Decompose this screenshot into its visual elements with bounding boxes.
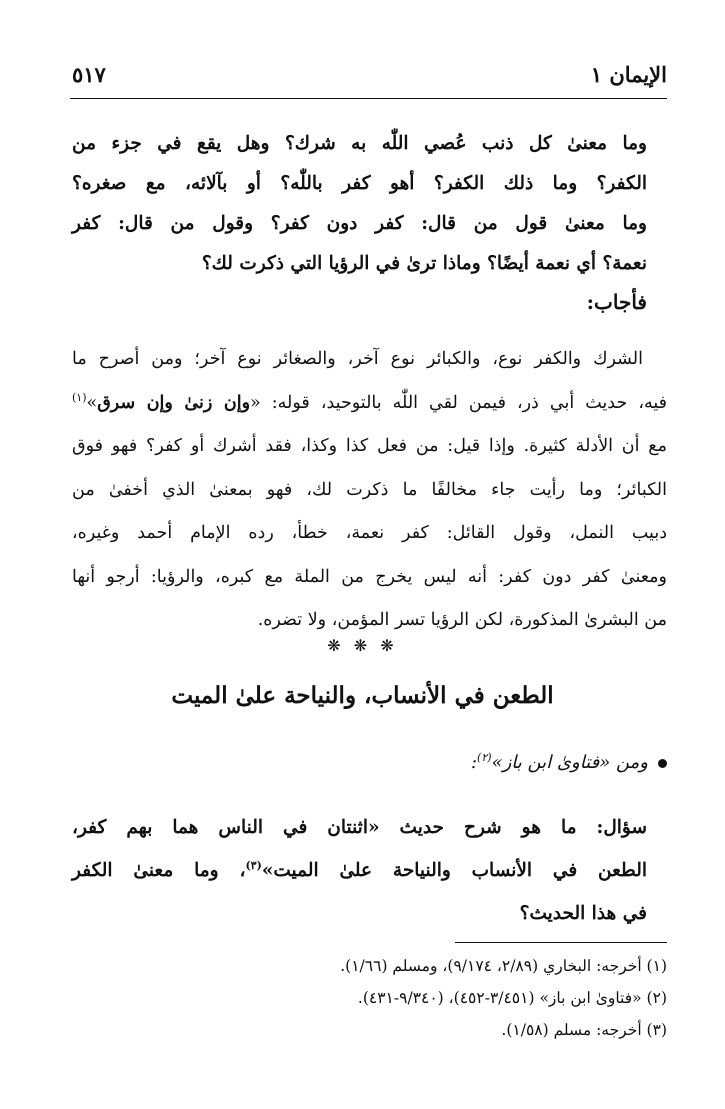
- question-line: وما معنىٰ قول من قال: كفر دون كفر؟ وقول من قال: كفر: [72, 213, 647, 234]
- question-paragraph: [72, 124, 647, 284]
- footnote: (١) أخرجه: البخاري (٢/٨٩، ٩/١٧٤)، ومسلم (١/٦٦).: [340, 957, 667, 975]
- footnotes: [72, 950, 667, 1046]
- running-header-title: الإيمان ١: [590, 62, 667, 87]
- question-line: الكفر؟ وما ذلك الكفر؟ أهو كفر باللّٰه؟ أو بآلائه، مع صغره؟: [72, 173, 647, 194]
- page-number: ٥١٧: [72, 62, 106, 87]
- answer-line: مع أن الأدلة كثيرة. وإذا قيل: من فعل كذا وكذا، فقد أشرك أو كفر؟ فهو فوق: [72, 436, 667, 456]
- header-divider: [70, 98, 667, 99]
- answer-line: من البشرىٰ المذكورة، لكن الرؤيا تسر المؤمن، ولا تضره.: [257, 610, 667, 630]
- question-text: ، وما معنىٰ الكفر: [72, 860, 246, 881]
- footnote-ref-3[interactable]: (٣): [245, 858, 262, 872]
- footnote: (٢) «فتاوىٰ ابن باز» (٣/٤٥١-٤٥٢)، (٩/٣٤٠-٤٣١).: [357, 989, 667, 1007]
- source-colon: :: [470, 752, 478, 773]
- footnote-divider: [455, 942, 667, 943]
- answer-line: الشرك والكفر نوع، والكبائر نوع آخر، والصغائر نوع آخر؛ ومن أصرح ما: [72, 349, 643, 369]
- answer-label: فأجاب:: [586, 290, 647, 314]
- quote-close: »: [86, 392, 98, 413]
- hadith-quote: وإن زنىٰ وإن سرق: [97, 392, 251, 413]
- answer-text: فيه، حديث أبي ذر، فيمن لقي اللّٰه بالتوحيد، قوله: «: [250, 392, 667, 413]
- question-line: [72, 849, 647, 892]
- bullet-icon: [658, 759, 667, 768]
- answer-line: دبيب النمل، وقول القائل: كفر نعمة، خطأ، رده الإمام أحمد وغيره،: [72, 523, 667, 543]
- answer-line: ومعنىٰ كفر دون كفر: أنه ليس يخرج من الملة مع كبره، والرؤيا: أرجو أنها: [72, 566, 667, 587]
- question2-paragraph: [72, 806, 647, 935]
- question-text: الطعن في الأنساب والنياحة علىٰ الميت»: [261, 860, 647, 881]
- answer-line: الكبائر؛ وما رأيت جاء مخالفًا ما ذكرت لك، فهو بمعنىٰ الذي أخفىٰ من: [72, 479, 667, 500]
- answer-line: [72, 382, 667, 426]
- source-citation: [471, 752, 667, 773]
- question-line: وما معنىٰ كل ذنب عُصي اللّٰه به شرك؟ وهل يقع في جزء من: [72, 133, 647, 154]
- answer-paragraph: [72, 338, 667, 643]
- question-line: نعمة؟ أي نعمة أيضًا؟ وماذا ترىٰ في الرؤيا التي ذكرت لك؟: [201, 253, 647, 274]
- section-heading: الطعن في الأنساب، والنياحة علىٰ الميت: [171, 682, 554, 709]
- footnote-ref-1[interactable]: (١): [72, 390, 87, 404]
- footnote: (٣) أخرجه: مسلم (١/٥٨).: [501, 1021, 667, 1039]
- question-line: سؤال: ما هو شرح حديث «اثنتان في الناس هما بهم كفر،: [72, 817, 647, 838]
- source-text: ومن «فتاوىٰ ابن باز»: [491, 752, 648, 773]
- question-line: في هذا الحديث؟: [519, 903, 647, 924]
- footnote-ref-2[interactable]: (٢): [477, 751, 492, 764]
- section-separator: ❋ ❋ ❋: [327, 636, 398, 655]
